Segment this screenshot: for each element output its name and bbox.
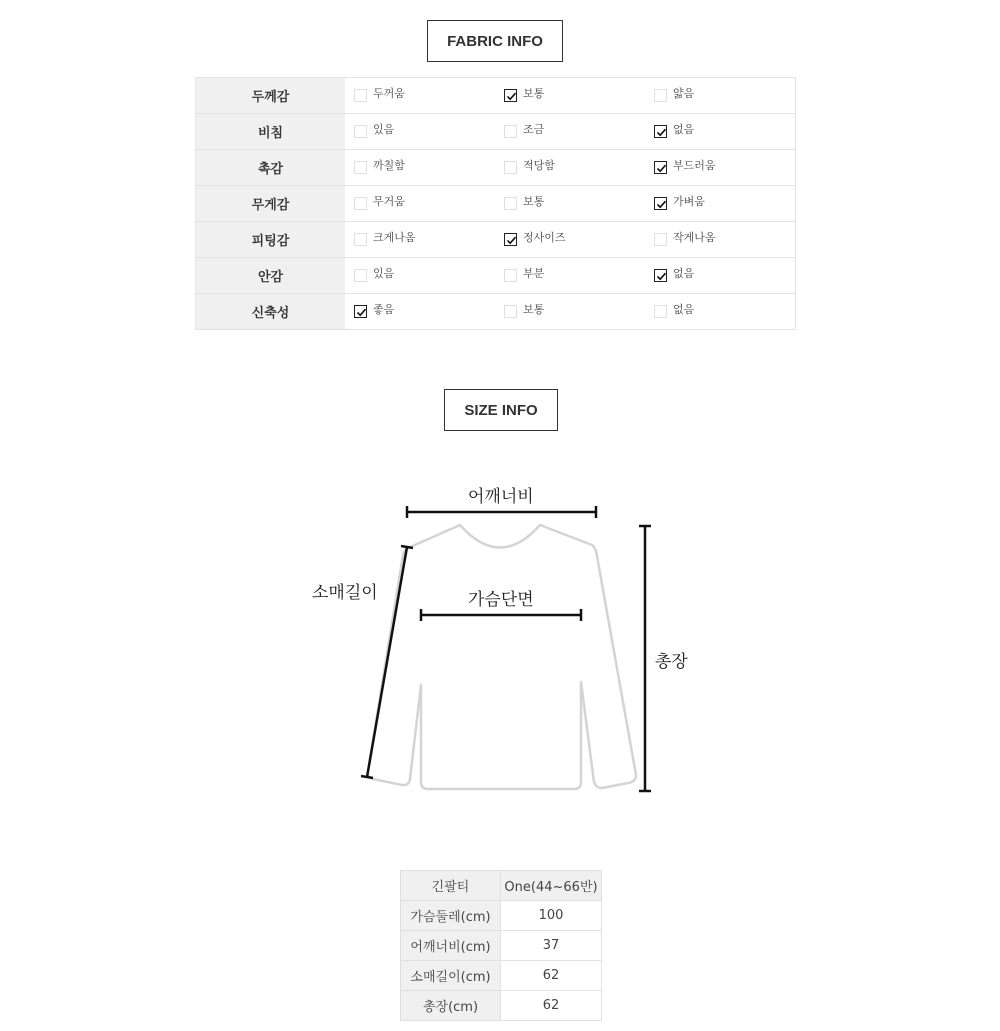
fabric-option (645, 258, 796, 294)
checkbox-empty-icon (354, 233, 367, 246)
size-diagram (300, 470, 700, 814)
fabric-option-label: 부분 (523, 266, 545, 280)
fabric-option-label: 좋음 (373, 302, 395, 316)
fabric-option (345, 222, 495, 258)
fabric-category-label: 두께감 (196, 78, 346, 114)
table-row (196, 258, 796, 294)
checkbox-empty-icon (654, 233, 667, 246)
size-row-value: 100 (501, 901, 602, 931)
fabric-option (345, 78, 495, 114)
fabric-option (495, 258, 645, 294)
fabric-option-label: 크게나옴 (373, 230, 416, 244)
checkbox-checked-icon (504, 89, 517, 102)
fabric-category-label: 비침 (196, 114, 346, 150)
fabric-option (495, 222, 645, 258)
fabric-option (495, 294, 645, 330)
table-row (401, 901, 602, 931)
table-row (196, 150, 796, 186)
fabric-option-label: 가벼움 (673, 194, 705, 208)
size-info-title: SIZE INFO (444, 389, 558, 431)
size-table-header-label: 긴팔티 (401, 871, 501, 901)
fabric-option-label: 없음 (673, 266, 695, 280)
fabric-option (345, 150, 495, 186)
checkbox-checked-icon (654, 197, 667, 210)
checkbox-empty-icon (504, 269, 517, 282)
shirt-outline-icon (300, 470, 700, 810)
fabric-option-label: 보통 (523, 194, 545, 208)
fabric-option (645, 294, 796, 330)
fabric-option-label: 있음 (373, 266, 395, 280)
shoulder-label: 어깨너비 (468, 487, 534, 507)
fabric-category-label: 촉감 (196, 150, 346, 186)
fabric-option (645, 78, 796, 114)
size-row-label: 가슴둘레(cm) (401, 901, 501, 931)
size-row-value: 62 (501, 961, 602, 991)
fabric-option-label: 조금 (523, 122, 545, 136)
sleeve-label: 소매길이 (312, 583, 378, 603)
size-row-label: 총장(cm) (401, 991, 501, 1021)
checkbox-checked-icon (654, 125, 667, 138)
size-row-label: 어깨너비(cm) (401, 931, 501, 961)
fabric-option-label: 얇음 (673, 86, 695, 100)
checkbox-empty-icon (354, 197, 367, 210)
fabric-category-label: 피팅감 (196, 222, 346, 258)
checkbox-empty-icon (504, 197, 517, 210)
checkbox-empty-icon (654, 305, 667, 318)
size-row-label: 소매길이(cm) (401, 961, 501, 991)
fabric-option-label: 두꺼움 (373, 86, 405, 100)
checkbox-empty-icon (504, 305, 517, 318)
checkbox-checked-icon (354, 305, 367, 318)
table-row (196, 78, 796, 114)
table-row (401, 931, 602, 961)
fabric-info-title: FABRIC INFO (427, 20, 563, 62)
fabric-option-label: 없음 (673, 302, 695, 316)
size-row-value: 62 (501, 991, 602, 1021)
checkbox-empty-icon (354, 161, 367, 174)
fabric-option (345, 186, 495, 222)
checkbox-empty-icon (354, 125, 367, 138)
fabric-option-label: 적당함 (523, 158, 555, 172)
checkbox-empty-icon (654, 89, 667, 102)
fabric-option (645, 222, 796, 258)
fabric-option (345, 258, 495, 294)
fabric-option-label: 보통 (523, 86, 545, 100)
table-row (196, 294, 796, 330)
fabric-option-label: 작게나옴 (673, 230, 716, 244)
table-row (196, 186, 796, 222)
fabric-option (345, 114, 495, 150)
checkbox-checked-icon (504, 233, 517, 246)
fabric-option (645, 114, 796, 150)
checkbox-empty-icon (504, 125, 517, 138)
fabric-option-label: 무거움 (373, 194, 405, 208)
table-row (401, 961, 602, 991)
length-label: 총장 (655, 652, 688, 672)
fabric-option (495, 78, 645, 114)
fabric-option (495, 150, 645, 186)
chest-label: 가슴단면 (468, 590, 534, 610)
fabric-option-label: 정사이즈 (523, 230, 566, 244)
table-row (196, 222, 796, 258)
table-row (196, 114, 796, 150)
fabric-category-label: 신축성 (196, 294, 346, 330)
size-table-header-value: One(44~66반) (501, 871, 602, 901)
fabric-info-table (195, 77, 796, 330)
checkbox-checked-icon (654, 161, 667, 174)
checkbox-checked-icon (654, 269, 667, 282)
fabric-option-label: 부드러움 (673, 158, 716, 172)
fabric-category-label: 무게감 (196, 186, 346, 222)
fabric-option-label: 있음 (373, 122, 395, 136)
fabric-category-label: 안감 (196, 258, 346, 294)
fabric-option-label: 보통 (523, 302, 545, 316)
fabric-option (345, 294, 495, 330)
fabric-option (645, 186, 796, 222)
size-row-value: 37 (501, 931, 602, 961)
fabric-option (645, 150, 796, 186)
fabric-option-label: 없음 (673, 122, 695, 136)
size-table (400, 870, 602, 1021)
table-row (401, 991, 602, 1021)
fabric-option-label: 까칠함 (373, 158, 405, 172)
size-table-header-row (401, 871, 602, 901)
checkbox-empty-icon (354, 89, 367, 102)
checkbox-empty-icon (504, 161, 517, 174)
fabric-option (495, 186, 645, 222)
fabric-option (495, 114, 645, 150)
checkbox-empty-icon (354, 269, 367, 282)
